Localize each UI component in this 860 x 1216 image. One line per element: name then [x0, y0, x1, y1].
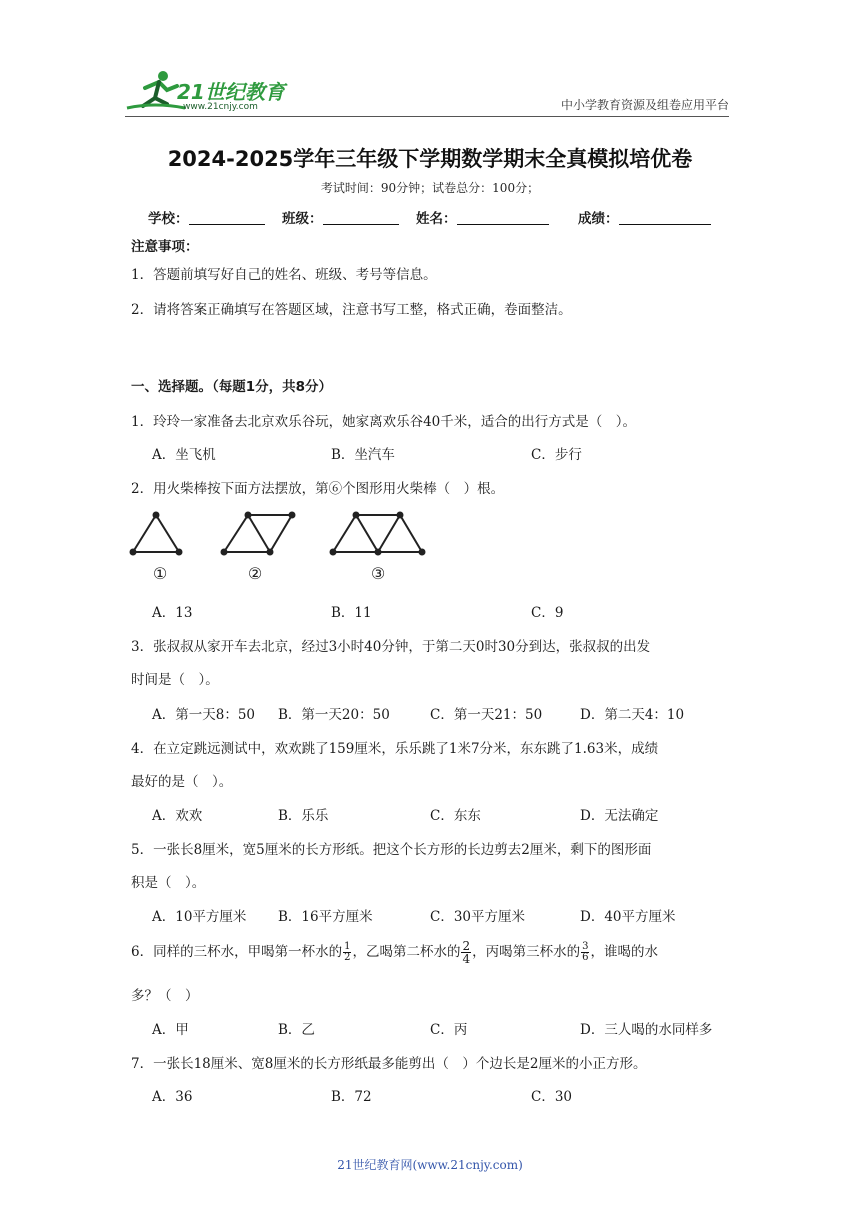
- fraction: $\frac{1}{2}$: [344, 941, 351, 963]
- option-a[interactable]: A．36: [152, 1089, 193, 1105]
- question-7: 7．一张长18厘米、宽8厘米的长方形纸最多能剪出（ ）个边长是2厘米的小正方形。: [131, 1056, 647, 1072]
- figure-label: ②: [247, 564, 263, 583]
- figure-3-triangles: [331, 513, 425, 555]
- option-b[interactable]: B．16平方厘米: [278, 909, 373, 925]
- fraction: $\frac{3}{6}$: [582, 941, 589, 963]
- question-4: 4．在立定跳远测试中，欢欢跳了159厘米，乐乐跳了1米7分米，东东跳了1.63米，成绩: [131, 741, 659, 757]
- option-c[interactable]: C．东东: [430, 808, 481, 824]
- logo-url: www.21cnjy.com: [183, 102, 258, 112]
- matchstick-figures: [122, 503, 432, 585]
- option-c[interactable]: C．30平方厘米: [430, 909, 526, 925]
- figure-1-triangle: [131, 513, 182, 555]
- option-b[interactable]: B．坐汽车: [331, 447, 395, 463]
- option-c[interactable]: C．30: [531, 1089, 573, 1105]
- option-b[interactable]: B．11: [331, 605, 372, 621]
- notice-item: 2．请将答案正确填写在答题区域，注意书写工整，格式正确，卷面整洁。: [131, 302, 572, 318]
- option-a[interactable]: A．13: [152, 605, 193, 621]
- exam-title: 2024-2025学年三年级下学期数学期末全真模拟培优卷: [167, 147, 693, 171]
- logo-text: 21世纪教育: [177, 80, 285, 104]
- option-c[interactable]: C．步行: [531, 447, 582, 463]
- figure-label: ③: [370, 564, 386, 583]
- question-6: 6．同样的三杯水，甲喝第一杯水的 $\frac{1}{2}$ ，乙喝第二杯水的 $\frac{2}{4}$ ，丙喝第三杯水的 $\frac{3}{6}$ ，谁喝的水: [131, 939, 658, 966]
- question-5: 5．一张长8厘米，宽5厘米的长方形纸。把这个长方形的长边剪去2厘米，剩下的图形面: [131, 842, 652, 858]
- option-b[interactable]: B．乙: [278, 1022, 315, 1038]
- option-a[interactable]: A．10平方厘米: [152, 909, 247, 925]
- school-field[interactable]: 学校：: [148, 207, 265, 227]
- option-d[interactable]: D．40平方厘米: [580, 909, 676, 925]
- option-a[interactable]: A．甲: [152, 1022, 189, 1038]
- question-5-cont: 积是（ ）。: [131, 875, 206, 891]
- option-d[interactable]: D．无法确定: [580, 808, 659, 824]
- name-field[interactable]: 姓名：: [416, 207, 549, 227]
- option-c[interactable]: C．9: [531, 605, 564, 621]
- question-3: 3．张叔叔从家开车去北京，经过3小时40分钟，于第二天0时30分到达，张叔叔的出发: [131, 639, 651, 655]
- option-a[interactable]: A．欢欢: [152, 808, 203, 824]
- logo: [125, 68, 295, 114]
- figure-2-triangles: [222, 513, 295, 555]
- question-6-cont: 多？（ ）: [131, 988, 199, 1004]
- option-d[interactable]: D．第二天4：10: [580, 707, 685, 723]
- option-d[interactable]: D．三人喝的水同样多: [580, 1022, 713, 1038]
- fraction: $\frac{2}{4}$: [462, 939, 471, 966]
- exam-subtitle: 考试时间：90分钟；试卷总分：100分；: [320, 181, 540, 195]
- option-b[interactable]: B．第一天20：50: [278, 707, 390, 723]
- platform-name: 中小学教育资源及组卷应用平台: [560, 98, 729, 112]
- option-a[interactable]: A．坐飞机: [152, 447, 216, 463]
- footer-link[interactable]: 21世纪教育网(www.21cnjy.com): [337, 1158, 523, 1172]
- option-c[interactable]: C．第一天21：50: [430, 707, 543, 723]
- notice-heading: 注意事项：: [131, 239, 199, 255]
- score-field[interactable]: 成绩：: [578, 207, 711, 227]
- class-field[interactable]: 班级：: [282, 207, 399, 227]
- header-divider: [125, 116, 729, 117]
- option-b[interactable]: B．72: [331, 1089, 372, 1105]
- option-b[interactable]: B．乐乐: [278, 808, 329, 824]
- question-1: 1．玲玲一家准备去北京欢乐谷玩，她家离欢乐谷40千米，适合的出行方式是（ ）。: [131, 414, 637, 430]
- question-2: 2．用火柴棒按下面方法摆放，第⑥个图形用火柴棒（ ）根。: [131, 481, 505, 497]
- figure-label: ①: [152, 564, 168, 583]
- option-c[interactable]: C．丙: [430, 1022, 468, 1038]
- option-a[interactable]: A．第一天8：50: [152, 707, 256, 723]
- question-3-cont: 时间是（ ）。: [131, 672, 219, 688]
- question-4-cont: 最好的是（ ）。: [131, 774, 233, 790]
- section-heading: 一、选择题。（每题1分，共8分）: [131, 379, 333, 395]
- notice-item: 1．答题前填写好自己的姓名、班级、考号等信息。: [131, 267, 437, 283]
